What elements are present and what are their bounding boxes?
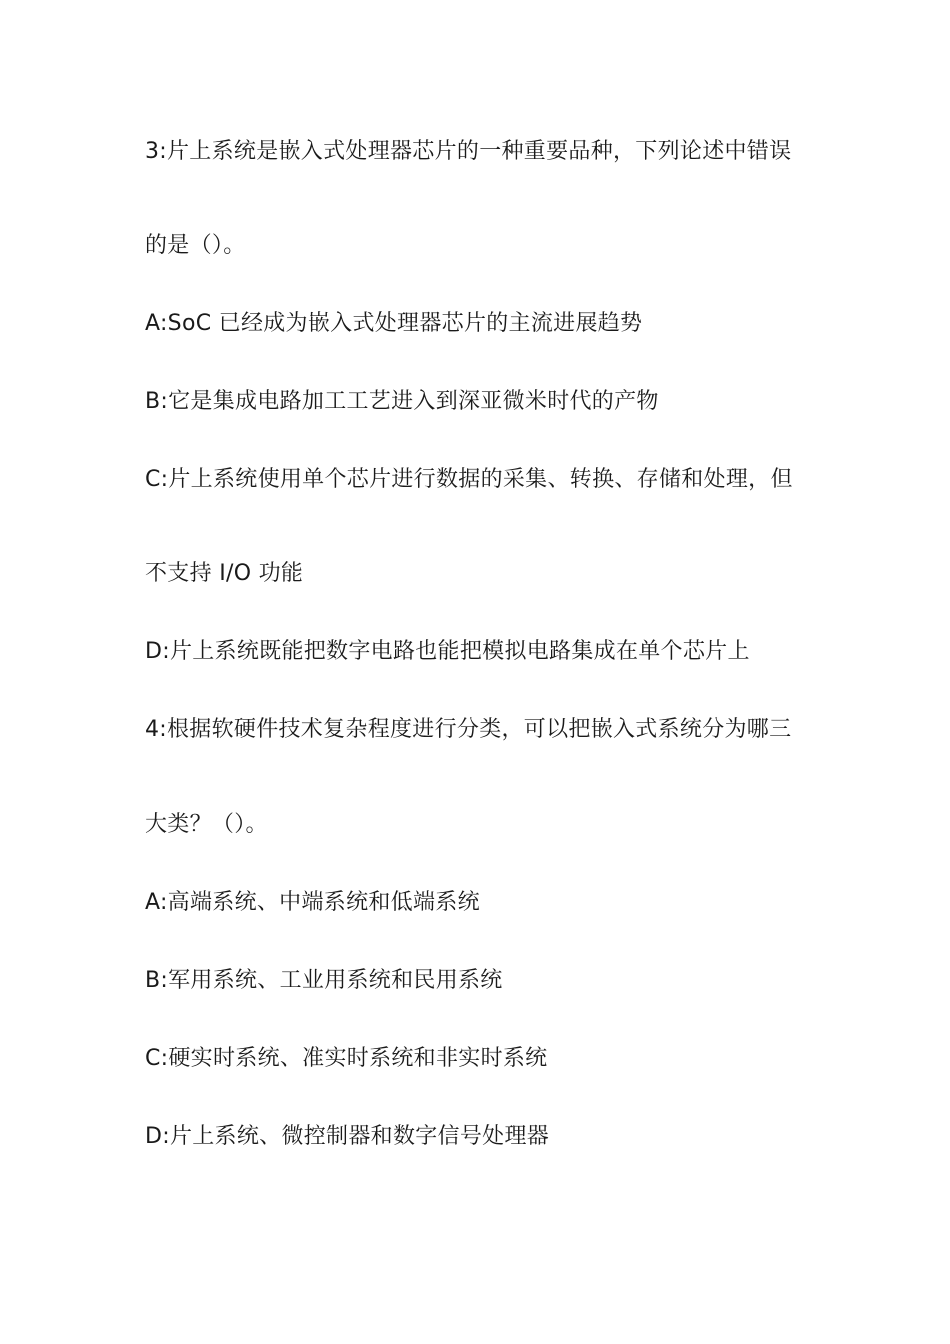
question-3-option-c-line-2: 不支持 I/O 功能	[145, 561, 304, 586]
question-4-option-b: B:军用系统、工业用系统和民用系统	[145, 968, 503, 993]
question-3-option-d: D:片上系统既能把数字电路也能把模拟电路集成在单个芯片上	[145, 639, 750, 664]
question-4-option-c: C:硬实时系统、准实时系统和非实时系统	[145, 1046, 548, 1071]
question-3-option-a: A:SoC 已经成为嵌入式处理器芯片的主流进展趋势	[145, 311, 643, 336]
question-3-option-b: B:它是集成电路加工工艺进入到深亚微米时代的产物	[145, 389, 659, 414]
question-3-option-c-line-1: C:片上系统使用单个芯片进行数据的采集、转换、存储和处理，但	[145, 467, 793, 492]
question-4-stem-line-2: 大类？（）。	[145, 812, 268, 837]
question-4-stem-line-1: 4:根据软硬件技术复杂程度进行分类，可以把嵌入式系统分为哪三	[145, 717, 792, 742]
question-3-stem-line-2: 的是（）。	[145, 233, 246, 258]
question-4-option-a: A:高端系统、中端系统和低端系统	[145, 890, 480, 915]
question-3-stem-line-1: 3:片上系统是嵌入式处理器芯片的一种重要品种，下列论述中错误	[145, 139, 792, 164]
question-4-option-d: D:片上系统、微控制器和数字信号处理器	[145, 1124, 550, 1149]
